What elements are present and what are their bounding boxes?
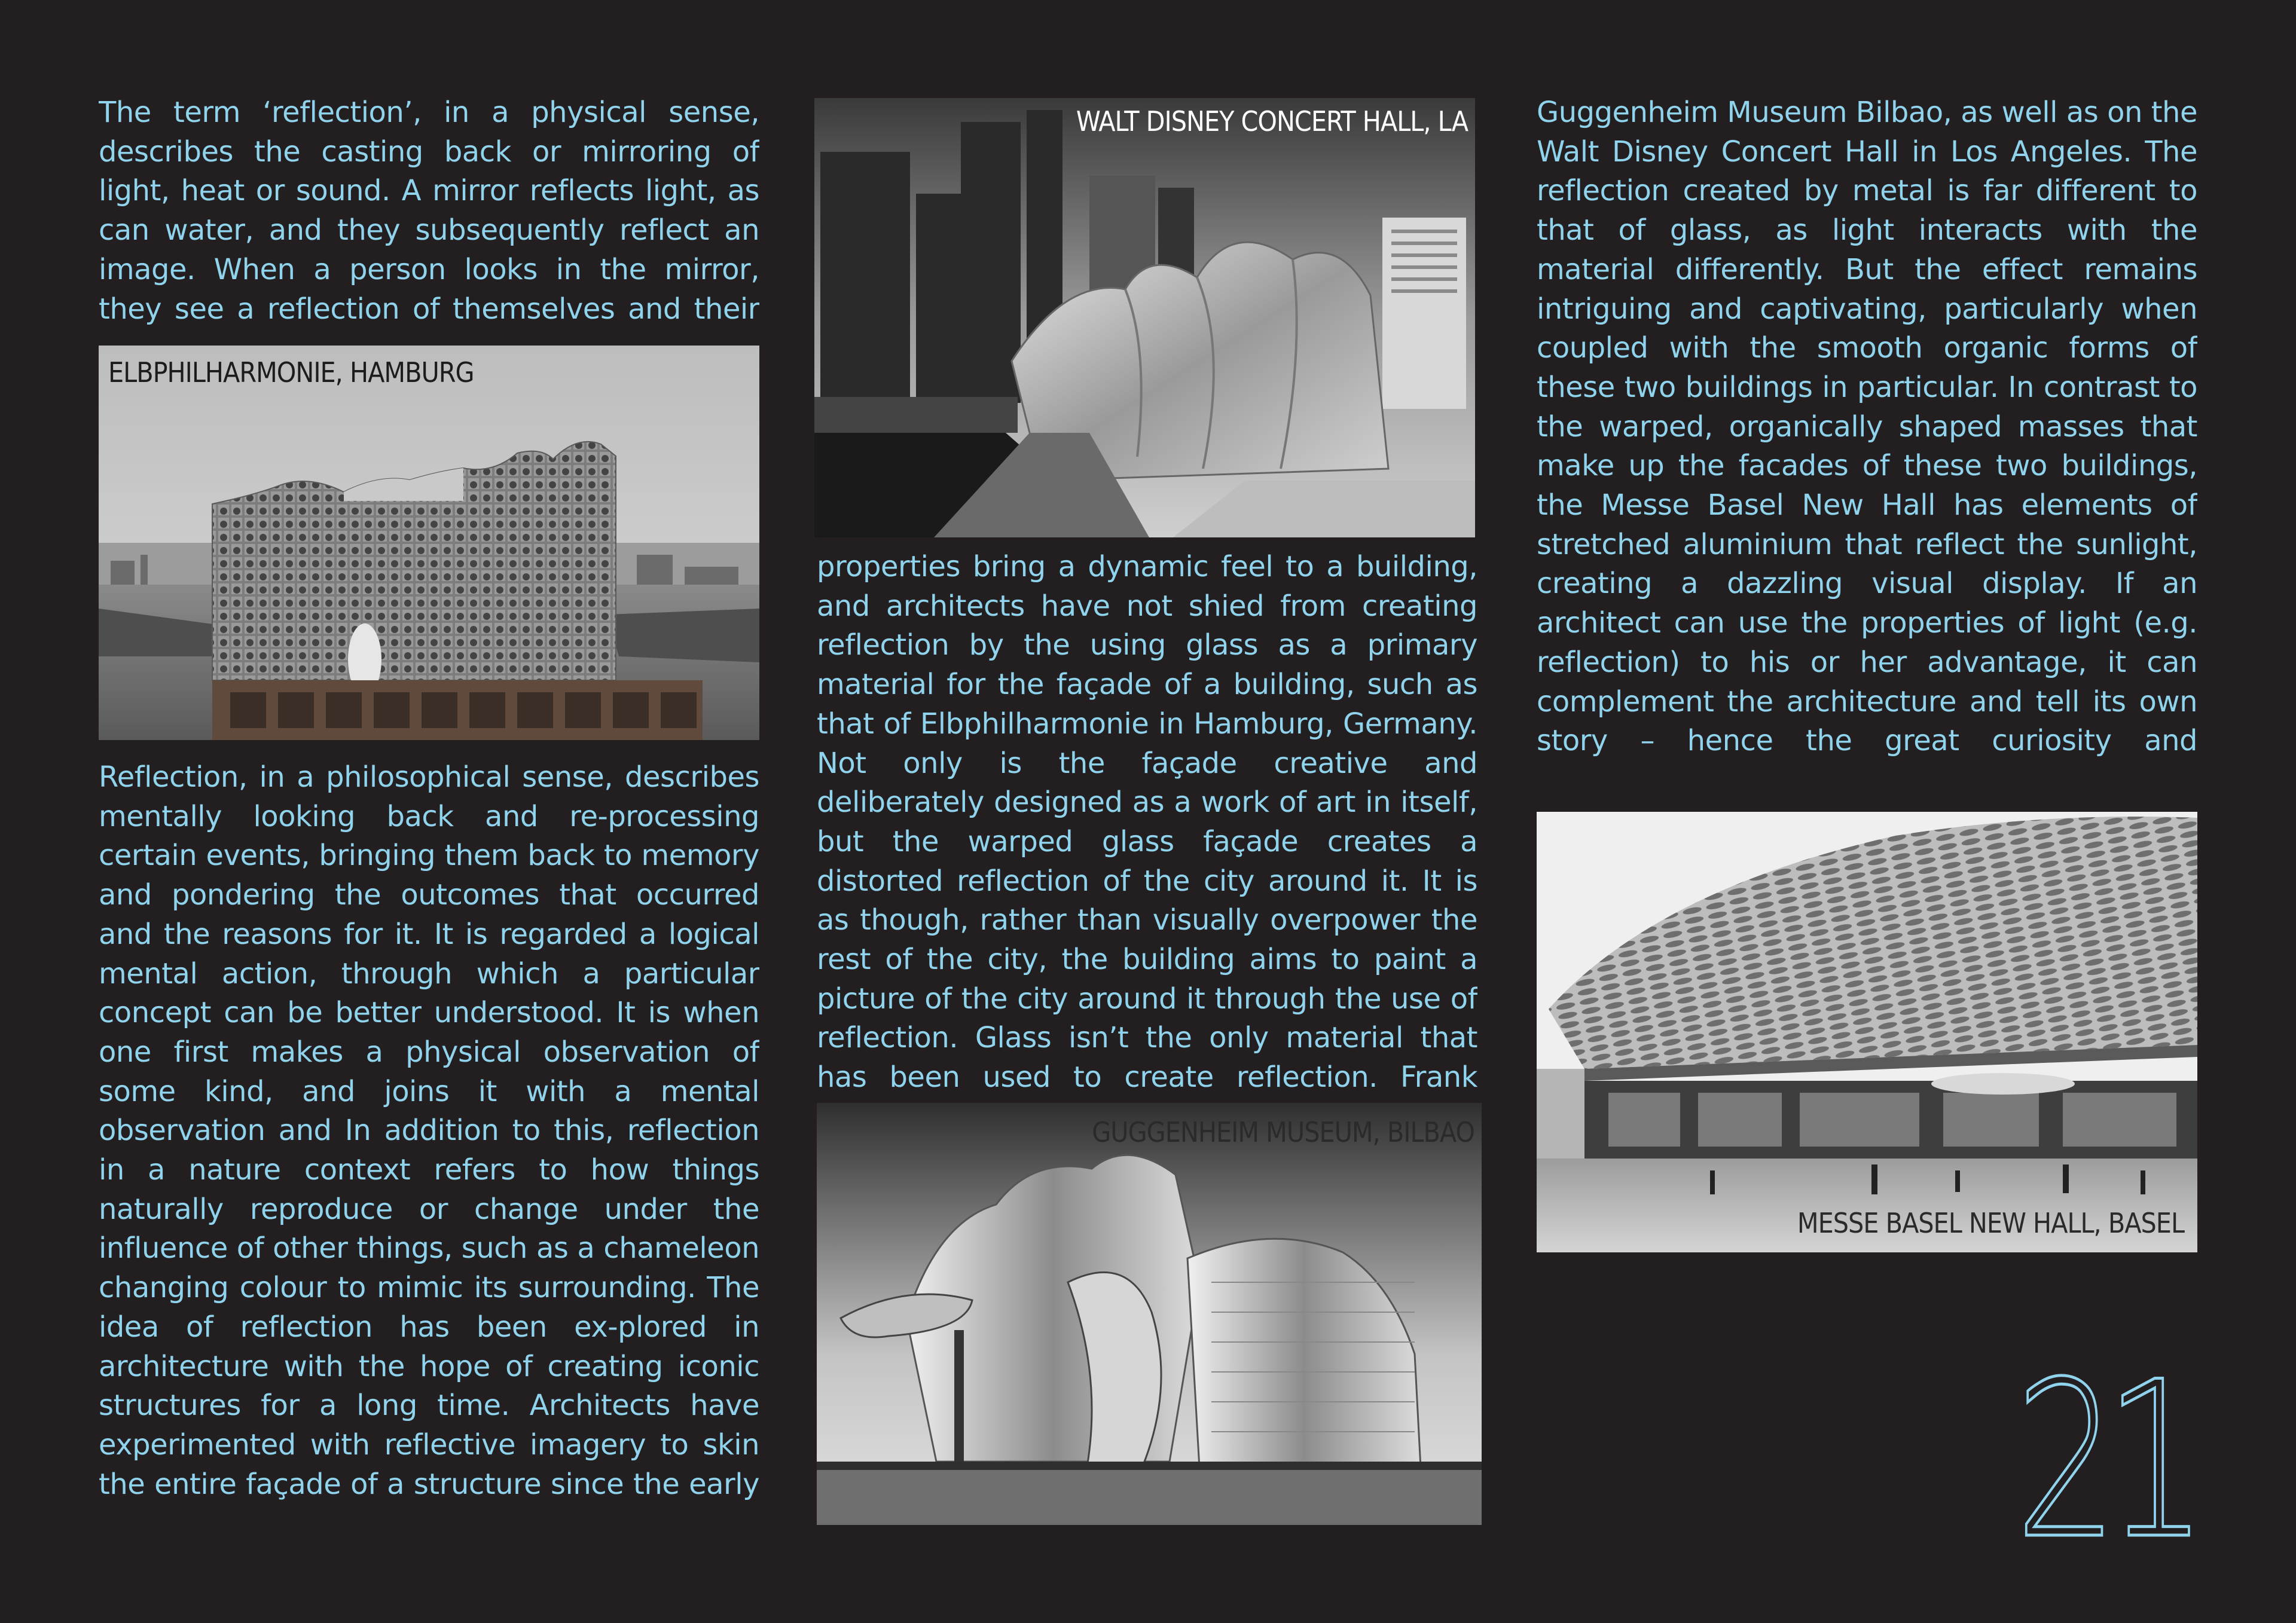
messe-photo <box>1537 812 2197 1252</box>
disney-photo <box>814 98 1475 537</box>
elbphilharmonie-caption: ELBPHILHARMONIE, HAMBURG <box>108 356 474 389</box>
disney-caption: WALT DISNEY CONCERT HALL, LA <box>1076 105 1468 137</box>
page-number <box>2015 1339 2206 1554</box>
column2-paragraph1: properties bring a dynamic feel to a building, and architects have not shied from creating reflection by the using glass as a primary material for the façade of a building, such as that of Elbphilharmonie in Hamburg, Germany. Not only is the façade creative and deliberately designed as a work of art in itself, but the warped glass façade creates a distorted reflection of the city around it. It is as though, rather than visually overpower the rest of the city, the building aims to paint a picture of the city around it through the use of reflection. Glass isn’t the only material that has been used to create reflection. Frank <box>817 550 1477 1095</box>
page-number-text: 21 <box>2015 1339 2194 1554</box>
guggenheim-caption: GUGGENHEIM MUSEUM, BILBAO <box>1092 1116 1474 1148</box>
messe-image <box>1537 812 2197 1252</box>
disney-image <box>814 98 1475 537</box>
messe-caption: MESSE BASEL NEW HALL, BASEL <box>1797 1207 2184 1239</box>
column1-paragraph2: Reflection, in a philosophical sense, describes mentally looking back and re-processing certain events, bringing them back to memory and pondering the outcomes that occurred and the reasons for it. It is regarded a logical mental action, through which a particular concept can be better understood. It is when one first makes a physical observation of some kind, and joins it with a mental observation and In addition to this, reflection in a nature context refers to how things naturally reproduce or change under the influence of other things, such as a chameleon changing colour to mimic its surrounding. The idea of reflection has been ex-plored in architecture with the hope of creating iconic structures for a long time. Architects have experimented with reflective imagery to skin the entire façade of a structure since the early <box>99 760 759 1501</box>
guggenheim-photo <box>817 1103 1482 1525</box>
column1-paragraph1: The term ‘reflection’, in a physical sense, describes the casting back or mirroring of light, heat or sound. A mirror reflects light, as can water, and they subsequently reflect an image. When a person looks in the mirror, they see a reflection of themselves and their <box>99 96 759 326</box>
elbphilharmonie-photo <box>99 346 759 740</box>
guggenheim-image <box>817 1103 1482 1525</box>
column3-paragraph1: Guggenheim Museum Bilbao, as well as on the Walt Disney Concert Hall in Los Angeles. The reflection created by metal is far different to that of glass, as light interacts with the material differently. But the effect remains intriguing and captivating, particularly when coupled with the smooth organic forms of these two buildings in particular. In contrast to the warped, organically shaped masses that make up the facades of these two buildings, the Messe Basel New Hall has elements of stretched aluminium that reflect the sunlight, creating a dazzling visual display. If an architect can use the properties of light (e.g. reflection) to his or her advantage, it can complement the architecture and tell its own story – hence the great curiosity and <box>1537 96 2197 758</box>
elbphilharmonie-image <box>99 346 759 740</box>
